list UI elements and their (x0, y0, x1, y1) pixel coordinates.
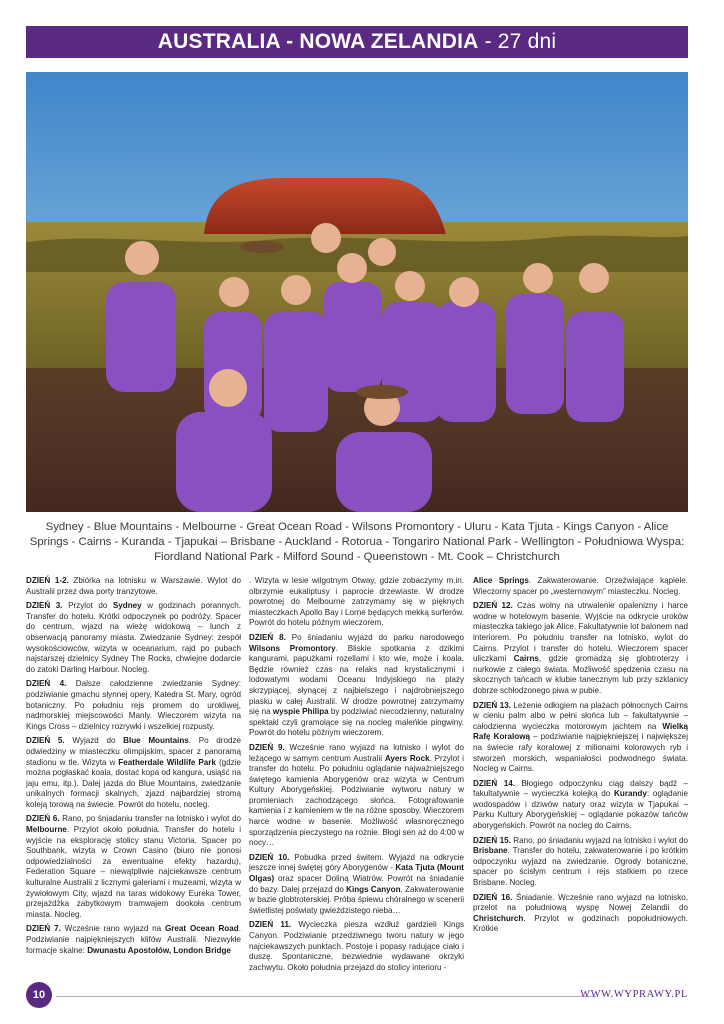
itinerary-day: DZIEŃ 5. Wyjazd do Blue Mountains. Po drodze odwiedziny w miasteczku olimpijskim, spacer z panoramą stadionu w tle. Wizyta w Featherdale Wildlife Park (gdzie można pogłaskać koala, dostać kopa od kangura, usiąść na jaju emu, itp.). Dalej jazda do Blue Mountains, zwiedzanie unikalnych formacji skalnych, zjazd najbardziej stromą koleją torową na świecie. Powrót do hotelu, nocleg. (26, 736, 241, 809)
footer-divider (56, 996, 596, 997)
itinerary-day: DZIEŃ 14. Błogiego odpoczynku ciąg dalszy bądź – fakultatywnie – wycieczka kolejką do Kurandy: oglądanie wodospadów i dziwów natury oraz wizyta w Tjapukai – Parku Kultury Aborygeńskiej – oglądanie pokazów tańców aborygeńskich. Powrót na nocleg do Cairns. (473, 778, 688, 831)
itinerary-day: DZIEŃ 6. Rano, po śniadaniu transfer na lotnisko i wylot do Melbourne. Przylot około południa. Transfer do hotelu i wyjście na eksplorację stolicy stanu Victoria. Spacer po Southbank, wizyta w Crown Casino (biuro nie ponosi odpowiedzialności za ewentualne efekty hazardu), Federation Square – niewątpliwie najciekawsze centrum kulturalne Australii z licznymi galeriami i muzeami, wizyta w żywiołowym City, wjazd na taras widokowy Eureka Tower, przejażdżka zabytkowym tramwajem dookoła centrum miasta. Nocleg. (26, 814, 241, 919)
route-list: Sydney - Blue Mountains - Melbourne - Great Ocean Road - Wilsons Promontory - Uluru - Kata Tjuta - Kings Canyon - Alice Springs - Cairns - Kuranda - Tjapukai – Brisbane - Auckland - Rotorua - Tongariro National Park - Wellington - Południowa Wyspa: Fiordland National Park - Milford Sound - Queenstown - Mt. Cook – Christchurch (29, 521, 685, 563)
itinerary-day: DZIEŃ 3. Przylot do Sydney w godzinach porannych. Transfer do hotelu. Krótki odpoczynek po podróży. Spacer do centrum, wjazd na wieżę widokową – lunch z obserwacją panoramy miasta. Zwiedzanie Sydney: zespół wysokościowców, wizyta w oceanarium, rajd po pubach najstarszej dzielnicy Sydney The Rocks, chwiejne dodarcie do zatoki Darling Harbour. Nocleg. (26, 601, 241, 674)
itinerary-day: DZIEŃ 7. Wcześnie rano wyjazd na Great Ocean Road. Podziwianie najpiękniejszych klifów Australii. Niezwykłe formacje skalne: Dwunastu Apostołów, London Bridge (26, 924, 241, 955)
page-title: AUSTRALIA - NOWA ZELANDIA (157, 30, 479, 53)
photo-illustration (26, 72, 688, 512)
itinerary-column-2 (249, 576, 464, 977)
itinerary-day: DZIEŃ 12. Czas wolny na utrwalenie opalenizny i harce wodne w hotelowym basenie. Wyjście na odkrycie uroków miasteczka takiego jak Alice. Fakultatywnie lot balonem nad interiorem. Po południu transfer na lotnisko, wylot do Cairns. Przylot i transfer do hotelu. Wieczorem spacer uliczkami Cairns, gdzie gromadzą się globtroterzy i nurkowie z całego świata. Możliwość spędzenia czasu na skocznych tańcach w klubie tanecznym lub przy szklanicy dobrze schłodzonego piwa w pubie. (473, 601, 689, 695)
page-number: 10 (26, 982, 52, 1008)
page-subtitle: - 27 dni (478, 30, 557, 53)
itinerary-day: DZIEŃ 1-2. Zbiórka na lotnisku w Warszawie. Wylot do Australii przez dwa porty tranzytowe. (26, 576, 241, 596)
itinerary-day: DZIEŃ 11. Wycieczka piesza wzdłuż gardzieli Kings Canyon. Podziwianie przedziwnego tworu natury w jego najciekawszych punktach. Postoje i popasy radujące ciało i duszę. Spontaniczne, bezwiednie wydawane okrzyki zachwytu. Około południa przejazd do stolicy interioru - (249, 920, 464, 972)
itinerary-day: DZIEŃ 9. Wcześnie rano wyjazd na lotnisko i wylot do leżącego w samym centrum Australii Ayers Rock. Przylot i transfer do hotelu. Po południu oglądanie najważniejszego świętego kamienia Aborygenów oraz wizyta w Centrum Kultury Aborygeńskiej. Podziwianie wytworu natury w promieniach zachodzącego słońca. Fotografowanie kamienia i z kamieniem w tle na różne sposoby. Wieczorem harce wodne w basenie. Możliwość własnoręcznego sporządzenia pieczystego na rożnie. Błogi sen aż do 4:00 w nocy… (249, 742, 465, 848)
itinerary-column-3 (473, 576, 688, 939)
itinerary-day-continued: . Wizyta w lesie wilgotnym Otway, gdzie zobaczymy m.in. olbrzymie eukaliptusy i paprocie drzewiaste. W drodze powrotnej do Melbourne zatrzymamy się w pięknych miasteczkach Apollo Bay i Lorne będących mekką surferów. Powrót do hotelu późnym wieczorem. (249, 576, 464, 628)
itinerary-column-1 (26, 576, 241, 960)
itinerary (26, 576, 688, 981)
itinerary-day: DZIEŃ 16. Śniadanie. Wcześnie rano wyjazd na lotnisko, przelot na południową wyspę Nowej Zelandii do Christchurch. Przylot w godzinach popołudniowych. Krótkie (473, 892, 688, 934)
itinerary-day: DZIEŃ 15. Rano, po śniadaniu wyjazd na lotnisko i wylot do Brisbane. Transfer do hotelu, zakwaterowanie i po krótkim odpoczynku wyjazd na zwiedzanie. Ogrody botaniczne, spacer po ścisłym centrum i rejs statkiem po rzece Brisbane. Nocleg. (473, 835, 688, 888)
itinerary-day: DZIEŃ 4. Dalsze całodzienne zwiedzanie Sydney: podziwianie gmachu słynnej opery, Katedra St. Mary, ogród botaniczny. Po południu rejs promem do urokliwej, nadmorskiej miejscowości Manly. Wieczorem wizyta na Kings Cross – dzielnicy rozrywki i wszelkiej rozpusty. (26, 679, 241, 731)
group-photo (26, 72, 688, 512)
itinerary-day: DZIEŃ 13. Leżenie odłogiem na plażach północnych Cairns w cieniu palm albo w pełni słońca lub – fakultatywnie – całodzienna wycieczka motorowym jachtem na Wielką Rafę Koralową – podziwianie najpiękniejszej i największej na świecie rafy koralowej z milionami kolorowych ryb i stworzeń morskich, wspaniałości podwodnego świata. Nocleg w Cairns. (473, 700, 688, 774)
page-title-bar (26, 26, 688, 58)
footer-url[interactable]: WWW.WYPRAWY.PL (580, 989, 688, 1000)
itinerary-day: DZIEŃ 8. Po śniadaniu wyjazd do parku narodowego Wilsons Promontory. Bliskie spotkania z dzikimi kangurami, papużkami rozellami i kto wie, może i koala. Będzie również czas na relaks nad krystalicznymi i lodowatymi wodami Oceanu Indyjskiego na plaży skrzypiącej, słynącej z najbielszego i najdrobniejszego piasku w całej Australii. W drodze powrotnej zatrzymamy się na wyspie Philipa by podziwiać niecodzienny, naturalny spektakl czyli gramolące się na nocleg maleńkie pingwiny. Powrót do hotelu późnym wieczorem. (249, 632, 465, 738)
itinerary-day-continued: Alice Springs. Zakwaterowanie. Orzeźwiające kąpiele. Wieczorny spacer po „westernowym” miasteczku. Nocleg. (473, 576, 688, 596)
itinerary-day: DZIEŃ 10. Pobudka przed świtem. Wyjazd na odkrycie jeszcze innej świętej góry Aborygenów - Kata Tjuta (Mount Olgas) oraz spacer Doliną Wiatrów. Powrót na śniadanie do bazy. Dalej przejazd do Kings Canyon. Zakwaterowanie w bazie globtroterskiej. Próba śpiewu chóralnego w scenerii świetlistej poświaty gwieździstego nieba… (249, 852, 465, 915)
